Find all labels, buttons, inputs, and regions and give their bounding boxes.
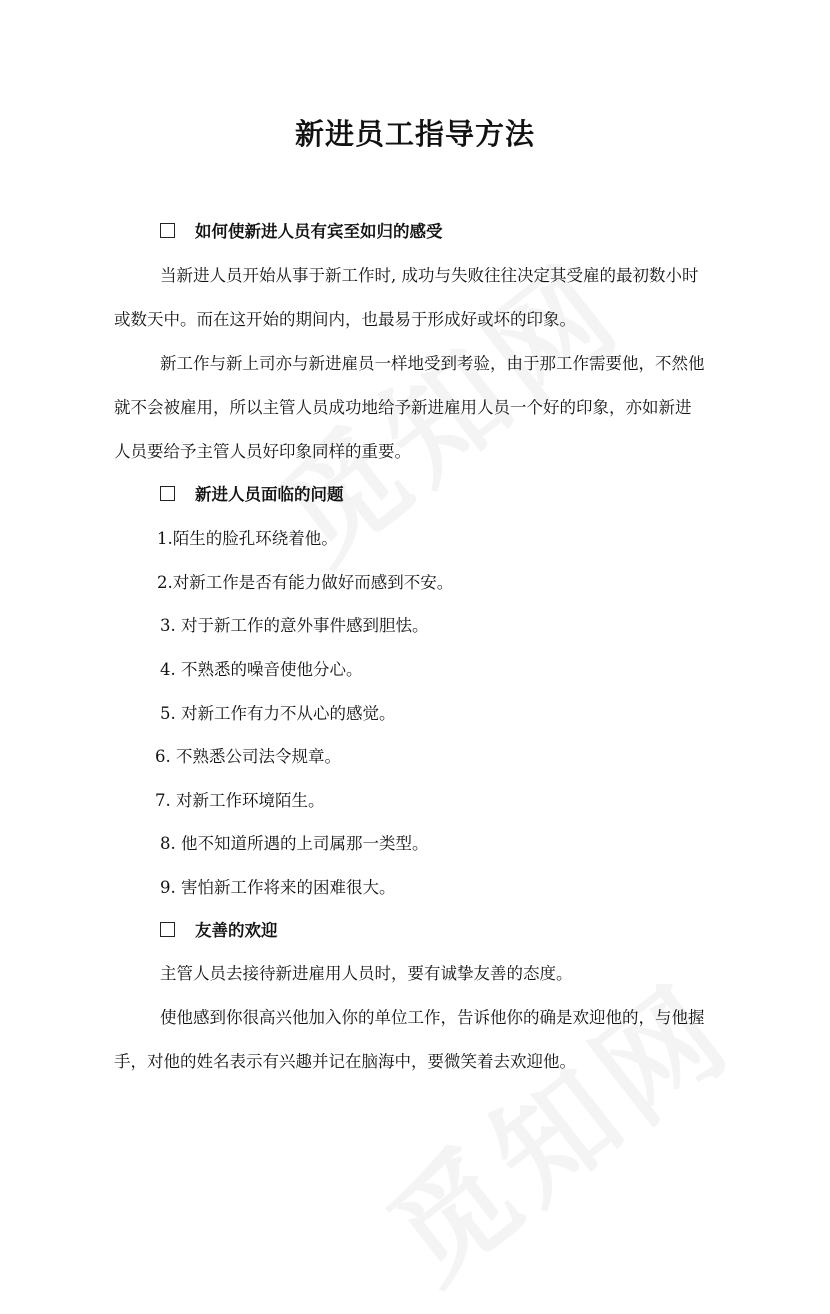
- checkbox-square-icon: [160, 922, 175, 937]
- list-item: 3. 对于新工作的意外事件感到胆怯。: [160, 616, 429, 635]
- paragraph-line: 使他感到你很高兴他加入你的单位工作，告诉他你的确是欢迎他的，与他握: [160, 1008, 705, 1027]
- section-heading: 友善的欢迎: [160, 919, 278, 943]
- list-item: 6. 不熟悉公司法令规章。: [155, 747, 341, 766]
- page-title: 新进员工指导方法: [294, 117, 535, 151]
- checkbox-square-icon: [160, 486, 175, 501]
- checkbox-square-icon: [160, 223, 175, 238]
- paragraph-line: 或数天中。而在这开始的期间内，也最易于形成好或坏的印象。: [114, 310, 576, 329]
- section-heading: 新进人员面临的问题: [160, 483, 344, 507]
- list-item: 5. 对新工作有力不从心的感觉。: [160, 704, 396, 723]
- paragraph-line: 就不会被雇用，所以主管人员成功地给予新进雇用人员一个好的印象，亦如新进: [114, 398, 692, 417]
- paragraph-line: 主管人员去接待新进雇用人员时，要有诚挚友善的态度。: [160, 964, 573, 983]
- paragraph-line: 人员要给予主管人员好印象同样的重要。: [114, 442, 411, 461]
- paragraph-line: 手，对他的姓名表示有兴趣并记在脑海中，要微笑着去欢迎他。: [114, 1052, 576, 1071]
- list-item: 8. 他不知道所遇的上司属那一类型。: [160, 834, 429, 853]
- paragraph-line: 新工作与新上司亦与新进雇员一样地受到考验，由于那工作需要他，不然他: [160, 354, 705, 373]
- section-heading: 如何使新进人员有宾至如归的感受: [160, 220, 443, 244]
- list-item: 4. 不熟悉的噪音使他分心。: [160, 660, 363, 679]
- list-item: 7. 对新工作环境陌生。: [155, 791, 325, 810]
- list-item: 2.对新工作是否有能力做好而感到不安。: [157, 573, 454, 592]
- paragraph-line: 当新进人员开始从事于新工作时, 成功与失败往往决定其受雇的最初数小时: [160, 266, 699, 285]
- list-item: 9. 害怕新工作将来的困难很大。: [160, 878, 396, 897]
- list-item: 1.陌生的脸孔环绕着他。: [157, 529, 338, 548]
